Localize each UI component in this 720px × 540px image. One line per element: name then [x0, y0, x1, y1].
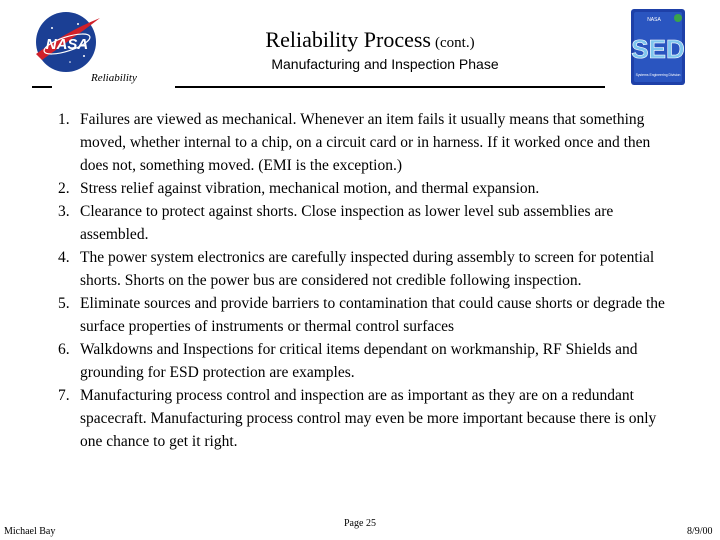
list-item [58, 200, 678, 246]
title-suffix: (cont.) [435, 35, 475, 51]
item-number: 5. [58, 295, 70, 312]
sed-logo-icon [630, 8, 686, 86]
item-number: 6. [58, 341, 70, 358]
item-number: 1. [58, 111, 70, 128]
section-label: Reliability [91, 72, 137, 84]
list-item [58, 384, 678, 453]
numbered-list [58, 108, 678, 453]
list-item [58, 108, 678, 177]
list-item [58, 177, 678, 200]
item-text: Stress relief against vibration, mechanical motion, and thermal expansion. [80, 180, 540, 197]
footer-page-number: Page 25 [344, 518, 376, 529]
title-main: Reliability Process [265, 27, 431, 52]
item-text: Eliminate sources and provide barriers to contamination that could cause shorts or degrade the surface properties of instruments or thermal control surfaces [80, 295, 665, 335]
sed-top-text: NASA [647, 17, 661, 23]
sed-logo-text: SED [631, 34, 685, 64]
item-text: Clearance to protect against shorts. Close inspection as lower level sub assemblies are assembled. [80, 203, 614, 243]
header-rule-left [32, 86, 52, 88]
item-number: 7. [58, 387, 70, 404]
item-text: Failures are viewed as mechanical. Whenever an item fails it usually means that something moved, whether internal to a chip, on a circuit card or in harness. If it worked once and then does not, something moved. (EMI is the exception.) [80, 111, 651, 174]
list-item [58, 292, 678, 338]
item-number: 2. [58, 180, 70, 197]
slide-title [180, 27, 560, 53]
nasa-logo-text: NASA [45, 36, 89, 53]
header-rule-right [175, 86, 605, 88]
item-text: The power system electronics are carefully inspected during assembly to screen for potential shorts. Shorts on the power bus are considered not credible following inspection. [80, 249, 655, 289]
slide-subtitle: Manufacturing and Inspection Phase [271, 56, 499, 72]
item-text: Manufacturing process control and inspection are as important as they are on a redundant spacecraft. Manufacturing process control may even be more important because there is only one chance to get it right. [80, 387, 657, 450]
nasa-logo-icon [30, 10, 104, 74]
footer-date: 8/9/00 [687, 526, 713, 537]
list-item [58, 246, 678, 292]
sed-bottom-text: Systems Engineering Division [635, 73, 681, 77]
item-number: 4. [58, 249, 70, 266]
item-text: Walkdowns and Inspections for critical items dependant on workmanship, RF Shields and grounding for ESD protection are examples. [80, 341, 638, 381]
footer-author: Michael Bay [4, 526, 56, 537]
item-number: 3. [58, 203, 70, 220]
list-item [58, 338, 678, 384]
